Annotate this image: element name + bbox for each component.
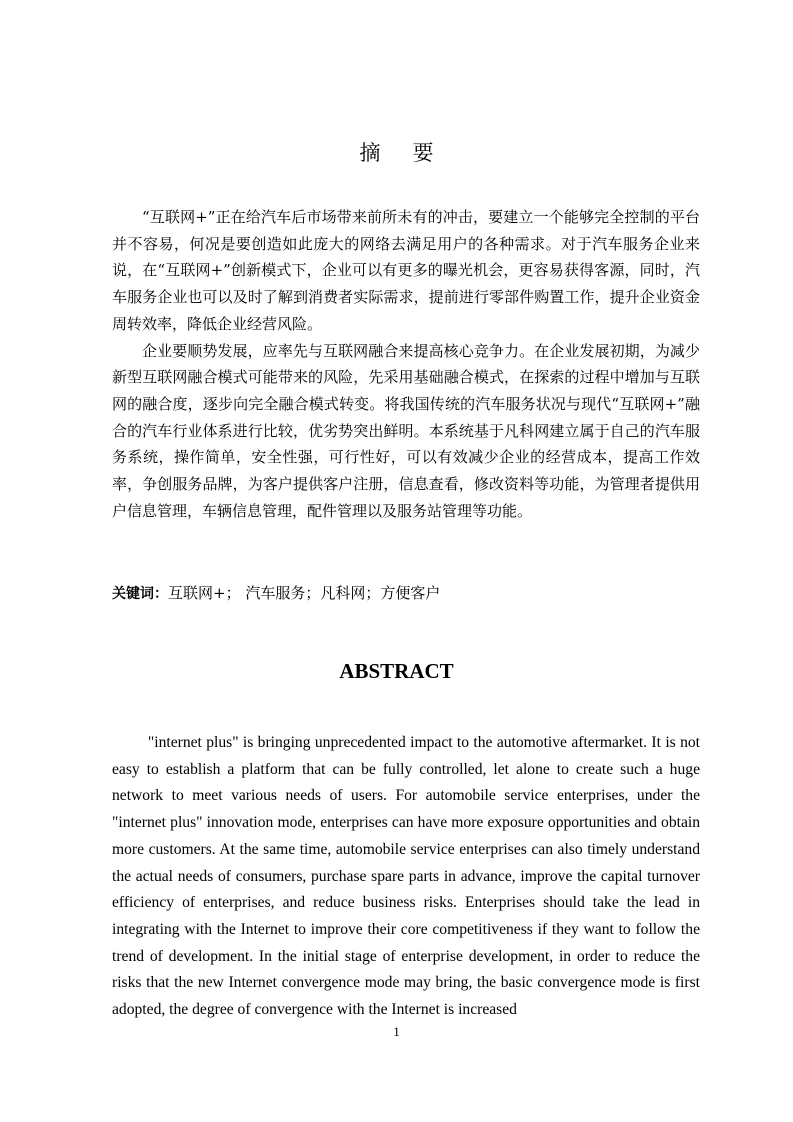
keywords-label: 关键词： xyxy=(112,586,168,602)
abstract-en-paragraph: "internet plus" is bringing unprecedented impact to the automotive aftermarket. It is not easy to establish a platform that can be fully controlled, let alone to create such a huge network to meet various needs of users. For automobile service enterprises, under the "internet plus" innovation mode, enterprises can have more exposure opportunities and obtain more customers. At the same time, automobile service enterprises can also timely understand the actual needs of consumers, purchase spare parts in advance, improve the capital turnover efficiency of enterprises, and reduce business risks. Enterprises should take the lead in integrating with the Internet to improve their core competitiveness if they want to follow the trend of development. In the initial stage of enterprise development, in order to reduce the risks that the new Internet convergence mode may bring, the basic convergence mode is first adopted, the degree of convergence with the Internet is increased xyxy=(112,734,700,1019)
abstract-en-body xyxy=(112,730,700,1024)
abstract-zh-paragraph: “互联网+”正在给汽车后市场带来前所未有的冲击，要建立一个能够完全控制的平台并不容易，何况是要创造如此庞大的网络去满足用户的各种需求。对于汽车服务企业来说，在“互联网+”创新模式下，企业可以有更多的曝光机会，更容易获得客源，同时，汽车服务企业也可以及时了解到消费者实际需求，提前进行零部件购置工作，提升企业资金周转效率，降低企业经营风险。 xyxy=(112,208,700,333)
page-number: 1 xyxy=(393,1024,400,1039)
abstract-zh-keywords xyxy=(112,580,700,607)
abstract-en-title: ABSTRACT xyxy=(339,659,454,683)
abstract-zh-body xyxy=(112,204,700,524)
keywords-text: 互联网+； 汽车服务；凡科网；方便客户 xyxy=(168,584,441,602)
abstract-zh-paragraph: 企业要顺势发展，应率先与互联网融合来提高核心竞争力。在企业发展初期，为减少新型互联网融合模式可能带来的风险，先采用基础融合模式，在探索的过程中增加与互联网的融合度，逐步向完全融合模式转变。将我国传统的汽车服务状况与现代“互联网+”融合的汽车行业体系进行比较，优劣势突出鲜明。本系统基于凡科网建立属于自己的汽车服务系统，操作简单，安全性强，可行性好，可以有效减少企业的经营成本，提高工作效率，争创服务品牌，为客户提供客户注册，信息查看，修改资料等功能，为管理者提供用户信息管理，车辆信息管理，配件管理以及服务站管理等功能。 xyxy=(112,341,700,520)
abstract-zh-title: 摘要 xyxy=(359,141,466,165)
